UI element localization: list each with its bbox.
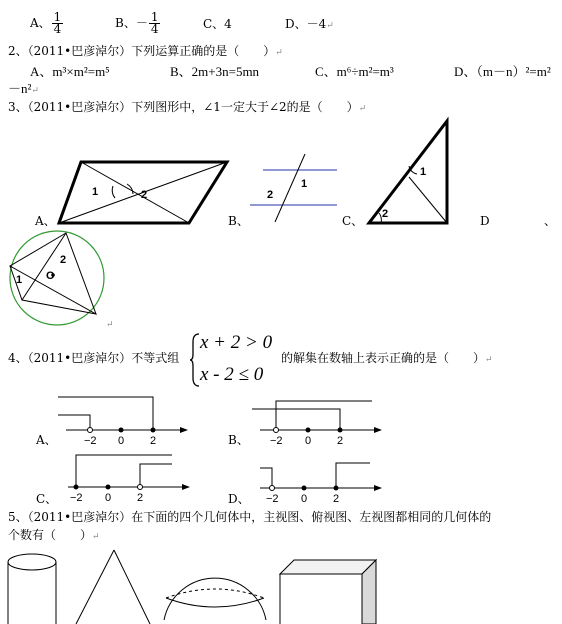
sphere-figure (160, 550, 270, 624)
tick-0: 0 (305, 435, 312, 447)
q2-stem: 2、（2011•巴彦淖尔）下列运算正确的是（ ）↵ (8, 44, 283, 58)
angle-2-label: 2 (382, 208, 389, 220)
q1-option-c: C、4 (203, 17, 232, 31)
tick-0: 0 (118, 435, 125, 447)
q1-option-b: B、－ $\frac{1}{4}$ (115, 10, 159, 36)
number-line-d (252, 458, 382, 503)
q3-option-b: B、 (228, 214, 249, 228)
q2-option-b: B、2m+3n=5mn (170, 64, 260, 79)
inequality-1: x + 2 > 0 (200, 332, 273, 353)
number-line-b (252, 397, 382, 445)
paragraph-mark-icon: ↵ (92, 532, 100, 542)
tick-0: 0 (301, 493, 308, 505)
fraction: $\frac{1}{4}$ (150, 10, 159, 36)
q4-option-a: A、 (36, 433, 57, 447)
angle-2-label: 2 (60, 254, 67, 266)
tick-0: 0 (105, 492, 112, 504)
angle-1-label: 1 (92, 186, 99, 198)
q2-option-d-cont: －n²↵ (8, 81, 39, 96)
cube-figure (276, 556, 380, 624)
q4-option-c: C、 (36, 492, 58, 506)
tick-2: 2 (337, 435, 344, 447)
q3-trailing-mark: 、 (544, 214, 557, 228)
q4-stem-right: 的解集在数轴上表示正确的是（ ）↵ (281, 351, 493, 365)
tick-2: 2 (137, 492, 144, 504)
paragraph-mark-icon: ↵ (106, 320, 114, 330)
angle-2-label: 2 (141, 189, 148, 201)
tick-neg2: −2 (266, 493, 279, 505)
inequality-2: x - 2 ≤ 0 (200, 364, 264, 385)
center-o-label: O (46, 270, 55, 282)
tick-neg2: −2 (270, 435, 283, 447)
paragraph-mark-icon: ↵ (31, 85, 39, 95)
q5-stem: 5、（2011•巴彦淖尔）在下面的四个几何体中，主视图、俯视图、左视图都相同的几何体的 (8, 510, 492, 524)
cylinder-figure (4, 550, 64, 624)
tick-neg2: −2 (70, 492, 83, 504)
q3-stem: 3、（2011•巴彦淖尔）下列图形中，∠1一定大于∠2的是（ ）↵ (8, 100, 367, 114)
angle-2-label: 2 (267, 189, 274, 201)
number-line-a (58, 393, 188, 445)
paragraph-mark-icon: ↵ (326, 21, 334, 31)
figure-d-circle (4, 230, 114, 330)
figure-b-parallel-lines (245, 150, 345, 225)
q5-stem-cont: 个数有（ ）↵ (8, 528, 100, 542)
q4-option-b: B、 (228, 433, 249, 447)
fraction: $\frac{1}{4}$ (53, 10, 62, 36)
q2-option-c: C、m⁶÷m²=m³ (315, 64, 394, 79)
figure-c-triangle (365, 118, 455, 228)
tick-neg2: −2 (84, 435, 97, 447)
cone-figure (72, 548, 152, 624)
q3-option-c: C、 (342, 214, 364, 228)
paragraph-mark-icon: ↵ (358, 104, 367, 114)
figure-a-parallelogram (55, 158, 235, 228)
q3-option-a: A、 (35, 214, 56, 228)
paragraph-mark-icon: ↵ (485, 355, 493, 365)
angle-1-label: 1 (420, 166, 427, 178)
tick-2: 2 (333, 493, 340, 505)
paragraph-mark-icon: ↵ (275, 48, 283, 58)
q1-option-d: D、－4↵ (285, 17, 334, 31)
q1-option-a: A、 $\frac{1}{4}$ (30, 10, 62, 36)
q2-option-d: D、（m－n）²=m² (454, 64, 551, 79)
tick-2: 2 (150, 435, 157, 447)
angle-1-label: 1 (16, 274, 23, 286)
number-line-c (60, 452, 190, 502)
q2-option-a: A、m³×m²=m⁵ (30, 64, 110, 79)
q4-stem-left: 4、（2011•巴彦淖尔）不等式组 (8, 351, 180, 365)
q4-option-d: D、 (228, 492, 250, 506)
q3-option-d: D (480, 214, 490, 228)
angle-1-label: 1 (301, 178, 308, 190)
